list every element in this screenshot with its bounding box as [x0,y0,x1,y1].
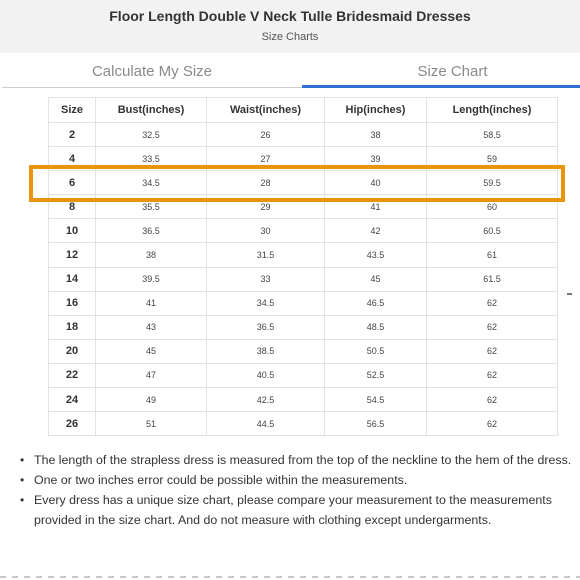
cell-bust: 36.5 [96,219,207,243]
cell-waist: 38.5 [207,339,325,363]
table-row [49,363,558,387]
cell-size: 24 [49,388,96,412]
cell-hip: 45 [325,267,427,291]
cell-hip: 48.5 [325,315,427,339]
tab-calculate-my-size[interactable]: Calculate My Size [2,58,302,88]
cell-waist: 26 [207,123,325,147]
page-title: Floor Length Double V Neck Tulle Bridesmaid Dresses [109,8,471,24]
cell-length: 60.5 [427,219,558,243]
tab-bar [0,58,580,88]
bullet-icon: • [20,493,25,507]
cell-hip: 46.5 [325,291,427,315]
table-row [49,243,558,267]
cell-waist: 42.5 [207,388,325,412]
cell-bust: 33.5 [96,147,207,171]
cell-waist: 34.5 [207,291,325,315]
cell-bust: 34.5 [96,171,207,195]
column-header-bust: Bust(inches) [96,98,207,123]
cell-bust: 49 [96,388,207,412]
cell-size: 8 [49,195,96,219]
cell-bust: 38 [96,243,207,267]
cell-length: 61 [427,243,558,267]
list-item [18,470,580,490]
cell-hip: 40 [325,171,427,195]
cell-hip: 54.5 [325,388,427,412]
cell-length: 62 [427,291,558,315]
cell-size: 16 [49,291,96,315]
note-text: Every dress has a unique size chart, please compare your measurement to the measurements provided in the size chart. And do not measure with clothing except undergarments. [34,493,552,527]
cell-hip: 42 [325,219,427,243]
cell-hip: 56.5 [325,412,427,436]
bullet-icon: • [20,453,25,467]
table-row [49,219,558,243]
page-subtitle: Size Charts [261,31,319,43]
cell-size: 26 [49,412,96,436]
list-item [18,490,580,530]
cell-bust: 35.5 [96,195,207,219]
table-row-highlighted [49,171,558,195]
cell-length: 59.5 [427,171,558,195]
column-header-size: Size [49,98,96,123]
cell-size: 20 [49,339,96,363]
cell-bust: 43 [96,315,207,339]
table-row [49,388,558,412]
cell-length: 61.5 [427,267,558,291]
cell-waist: 36.5 [207,315,325,339]
cell-size: 4 [49,147,96,171]
cell-size: 18 [49,315,96,339]
scroll-indicator [567,293,572,295]
cell-waist: 30 [207,219,325,243]
table-row [49,267,558,291]
table-row [49,412,558,436]
table-row [49,195,558,219]
cell-bust: 47 [96,363,207,387]
bullet-icon: • [20,473,25,487]
cell-hip: 38 [325,123,427,147]
cell-waist: 33 [207,267,325,291]
cell-length: 62 [427,388,558,412]
size-chart-table [48,97,558,436]
bottom-divider [0,576,580,578]
cell-hip: 39 [325,147,427,171]
cell-bust: 41 [96,291,207,315]
table-row [49,339,558,363]
table-row [49,291,558,315]
column-header-hip: Hip(inches) [325,98,427,123]
page-header [0,0,580,53]
cell-size: 10 [49,219,96,243]
size-chart-table-wrapper [48,97,557,436]
cell-length: 62 [427,412,558,436]
cell-length: 58.5 [427,123,558,147]
cell-waist: 40.5 [207,363,325,387]
measurement-notes [18,450,580,530]
cell-waist: 27 [207,147,325,171]
list-item [18,450,580,470]
cell-size: 12 [49,243,96,267]
cell-bust: 51 [96,412,207,436]
cell-bust: 39.5 [96,267,207,291]
cell-size: 2 [49,123,96,147]
column-header-length: Length(inches) [427,98,558,123]
cell-bust: 32.5 [96,123,207,147]
cell-waist: 28 [207,171,325,195]
cell-waist: 44.5 [207,412,325,436]
note-text: The length of the strapless dress is measured from the top of the neckline to the hem of the dress. [34,453,572,467]
table-row [49,315,558,339]
cell-hip: 50.5 [325,339,427,363]
tab-size-chart[interactable]: Size Chart [302,58,580,88]
table-header-row [49,98,558,123]
cell-size: 6 [49,171,96,195]
cell-length: 59 [427,147,558,171]
cell-hip: 41 [325,195,427,219]
cell-length: 62 [427,315,558,339]
cell-length: 60 [427,195,558,219]
column-header-waist: Waist(inches) [207,98,325,123]
cell-length: 62 [427,339,558,363]
cell-bust: 45 [96,339,207,363]
cell-size: 22 [49,363,96,387]
cell-waist: 29 [207,195,325,219]
cell-size: 14 [49,267,96,291]
cell-hip: 52.5 [325,363,427,387]
cell-hip: 43.5 [325,243,427,267]
note-text: One or two inches error could be possible within the measurements. [34,473,408,487]
table-row [49,147,558,171]
cell-length: 62 [427,363,558,387]
table-row [49,123,558,147]
cell-waist: 31.5 [207,243,325,267]
